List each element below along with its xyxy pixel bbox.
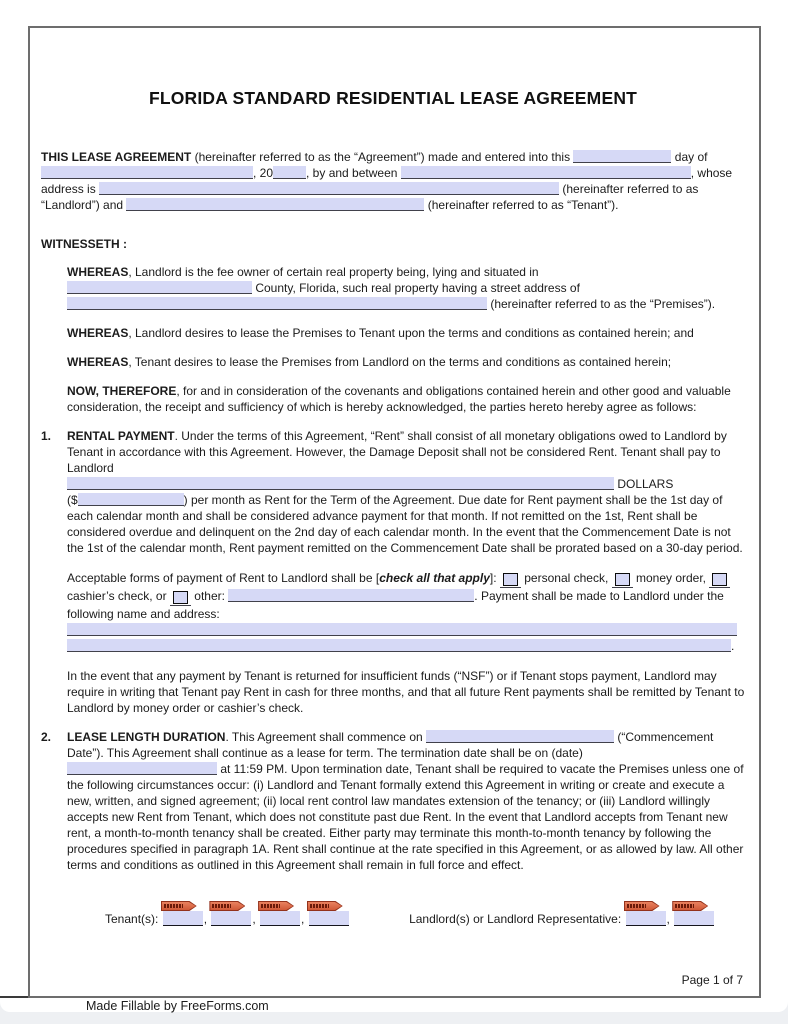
landlord-initials-field-1[interactable] [626, 911, 666, 926]
year-field[interactable] [273, 166, 306, 179]
tenant-initials-field-4[interactable] [309, 911, 349, 926]
sign-here-tab-icon[interactable] [624, 901, 660, 911]
section-number: 1. [41, 429, 52, 443]
sign-here-tab-text [627, 904, 646, 908]
whereas-paragraph-1: WHEREAS, Landlord is the fee owner of certain real property being, lying and situated in County, Florida, such real property having a street address of (hereinafter referred to as the “Premises”). [67, 265, 716, 311]
payment-forms-paragraph: Acceptable forms of payment of Rent to Landlord shall be [check all that apply]: personal check, money order, cashier’s check, or other: . Payment shall be made to Landlord under the following name and address: . [67, 570, 745, 654]
county-field[interactable] [67, 281, 252, 294]
bold-text: RENTAL PAYMENT [67, 429, 175, 443]
premises-address-field[interactable] [67, 297, 487, 310]
lease-length-paragraph: LEASE LENGTH DURATION. This Agreement shall commence on (“Commencement Date”). This Agreement shall continue as a lease for term. The termination date shall be on (date) at 11:59 PM. Upon termination date, Tenant shall be required to vacate the Premises unless one of the following circumstances occur: (i) Landlord and Tenant formally extend this Agreement in writing or create and execute a new, written, and signed agreement; (ii) local rent control law mandates extension of the tenancy; or (iii) Landlord willingly accepts new Rent from Tenant, which does not constitute past due Rent. In the event that Landlord accepts from Tenant new rent, a month-to-month tenancy shall be created. Either party may terminate this month-to-month tenancy by following the procedures specified in paragraph 1A. Rent shall continue at the rate specified in this Agreement, or as allowed by law. All other terms and conditions as outlined in this Agreement shall remain in full force and effect. [67, 730, 744, 872]
money-order-checkbox[interactable] [612, 573, 633, 588]
checkbox-box[interactable] [173, 591, 188, 604]
section-2-lease-length [41, 729, 745, 873]
bold-italic-text: check all that apply [379, 571, 490, 585]
bold-text: THIS LEASE AGREEMENT [41, 150, 192, 164]
payment-name-address-field-1[interactable] [67, 623, 737, 636]
commencement-date-field[interactable] [426, 730, 614, 743]
sign-here-tab-icon[interactable] [209, 901, 245, 911]
sign-here-tab-text [261, 904, 280, 908]
day-field[interactable] [573, 150, 671, 163]
bold-text: WHEREAS [67, 326, 129, 340]
landlord-initials-field-2[interactable] [674, 911, 714, 926]
tenant-initials-group: Tenant(s): , , , [105, 911, 350, 927]
initials-row [105, 911, 745, 927]
section-number: 2. [41, 730, 52, 744]
tenant-initials-field-1[interactable] [163, 911, 203, 926]
checkbox-box[interactable] [615, 573, 630, 586]
page-border-box [28, 26, 761, 998]
sign-here-tab-icon[interactable] [258, 901, 294, 911]
cashiers-check-checkbox[interactable] [709, 573, 730, 588]
footer-note: Made Fillable by FreeForms.com [86, 999, 269, 1013]
other-payment-field[interactable] [228, 589, 474, 602]
rent-amount-number-field[interactable] [78, 493, 184, 506]
tenant-name-field[interactable] [126, 198, 424, 211]
landlord-address-field[interactable] [99, 182, 559, 195]
landlord-name-field[interactable] [401, 166, 691, 179]
sign-here-tab-text [310, 904, 329, 908]
sign-here-tab-icon[interactable] [672, 901, 708, 911]
tenant-initials-field-2[interactable] [211, 911, 251, 926]
whereas-paragraph-2: WHEREAS, Landlord desires to lease the Premises to Tenant upon the terms and conditions as contained herein; and [67, 326, 694, 340]
personal-check-checkbox[interactable] [500, 573, 521, 588]
checkbox-box[interactable] [503, 573, 518, 586]
bold-text: WHEREAS [67, 265, 129, 279]
rental-payment-paragraph: RENTAL PAYMENT. Under the terms of this Agreement, “Rent” shall consist of all monetary obligations owed to Landlord by Tenant in accordance with this Agreement. However, the Damage Deposit shall not be considered Rent. Tenant shall pay to Landlord DOLLARS ($ ) per month as Rent for the Term of the Agreement. Due date for Rent payment shall be the 1st day of each calendar month and shall be considered advance payment for that month. If not remitted on the 1st, Rent shall be considered overdue and delinquent on the 2nd day of each calendar month. In the event that the Commencement Date is not the 1st of the calendar month, Rent payment remitted on the Commencement Date shall be prorated based on a 30-day period. [67, 429, 743, 555]
witnesseth-heading: WITNESSETH : [41, 237, 127, 251]
month-field[interactable] [41, 166, 253, 179]
page-number: Page 1 of 7 [681, 973, 743, 987]
now-therefore-paragraph: NOW, THEREFORE, for and in consideration of the covenants and obligations contained herein and other good and valuable consideration, the receipt and sufficiency of which is hereby acknowledged, the parties hereto hereby agree as follows: [67, 384, 731, 414]
sign-here-tab-icon[interactable] [307, 901, 343, 911]
rent-amount-words-field[interactable] [67, 477, 614, 490]
sign-here-tab-icon[interactable] [161, 901, 197, 911]
bold-text: LEASE LENGTH DURATION [67, 730, 226, 744]
section-1-rental-payment [41, 428, 745, 716]
checkbox-box[interactable] [712, 573, 727, 586]
bold-text: NOW, THEREFORE [67, 384, 177, 398]
payment-name-address-field-2[interactable] [67, 639, 731, 652]
sign-here-tab-text [212, 904, 231, 908]
sign-here-tab-text [164, 904, 183, 908]
page-edge-line [0, 996, 28, 998]
document-title: FLORIDA STANDARD RESIDENTIAL LEASE AGREEMENT [148, 88, 638, 108]
nsf-paragraph: In the event that any payment by Tenant is returned for insufficient funds (“NSF”) or if Tenant stops payment, Landlord may require in writing that Tenant pay Rent in cash for three months, and that all future Rent payments shall be remitted by Tenant to Landlord by money order or cashier’s check. [67, 669, 745, 715]
tenant-initials-field-3[interactable] [260, 911, 300, 926]
sign-here-tab-text [675, 904, 694, 908]
other-checkbox[interactable] [170, 591, 191, 606]
landlord-initials-group: Landlord(s) or Landlord Representative: , [409, 911, 715, 927]
intro-paragraph: THIS LEASE AGREEMENT (hereinafter referred to as the “Agreement”) made and entered into this day of , 20 , by and between , whose address is (hereinafter referred to as “Landlord”) and (hereinafter referred to as “Tenant”). [41, 150, 733, 212]
whereas-paragraph-3: WHEREAS, Tenant desires to lease the Premises from Landlord on the terms and conditions as contained herein; [67, 355, 672, 369]
bold-text: WHEREAS [67, 355, 129, 369]
termination-date-field[interactable] [67, 762, 217, 775]
